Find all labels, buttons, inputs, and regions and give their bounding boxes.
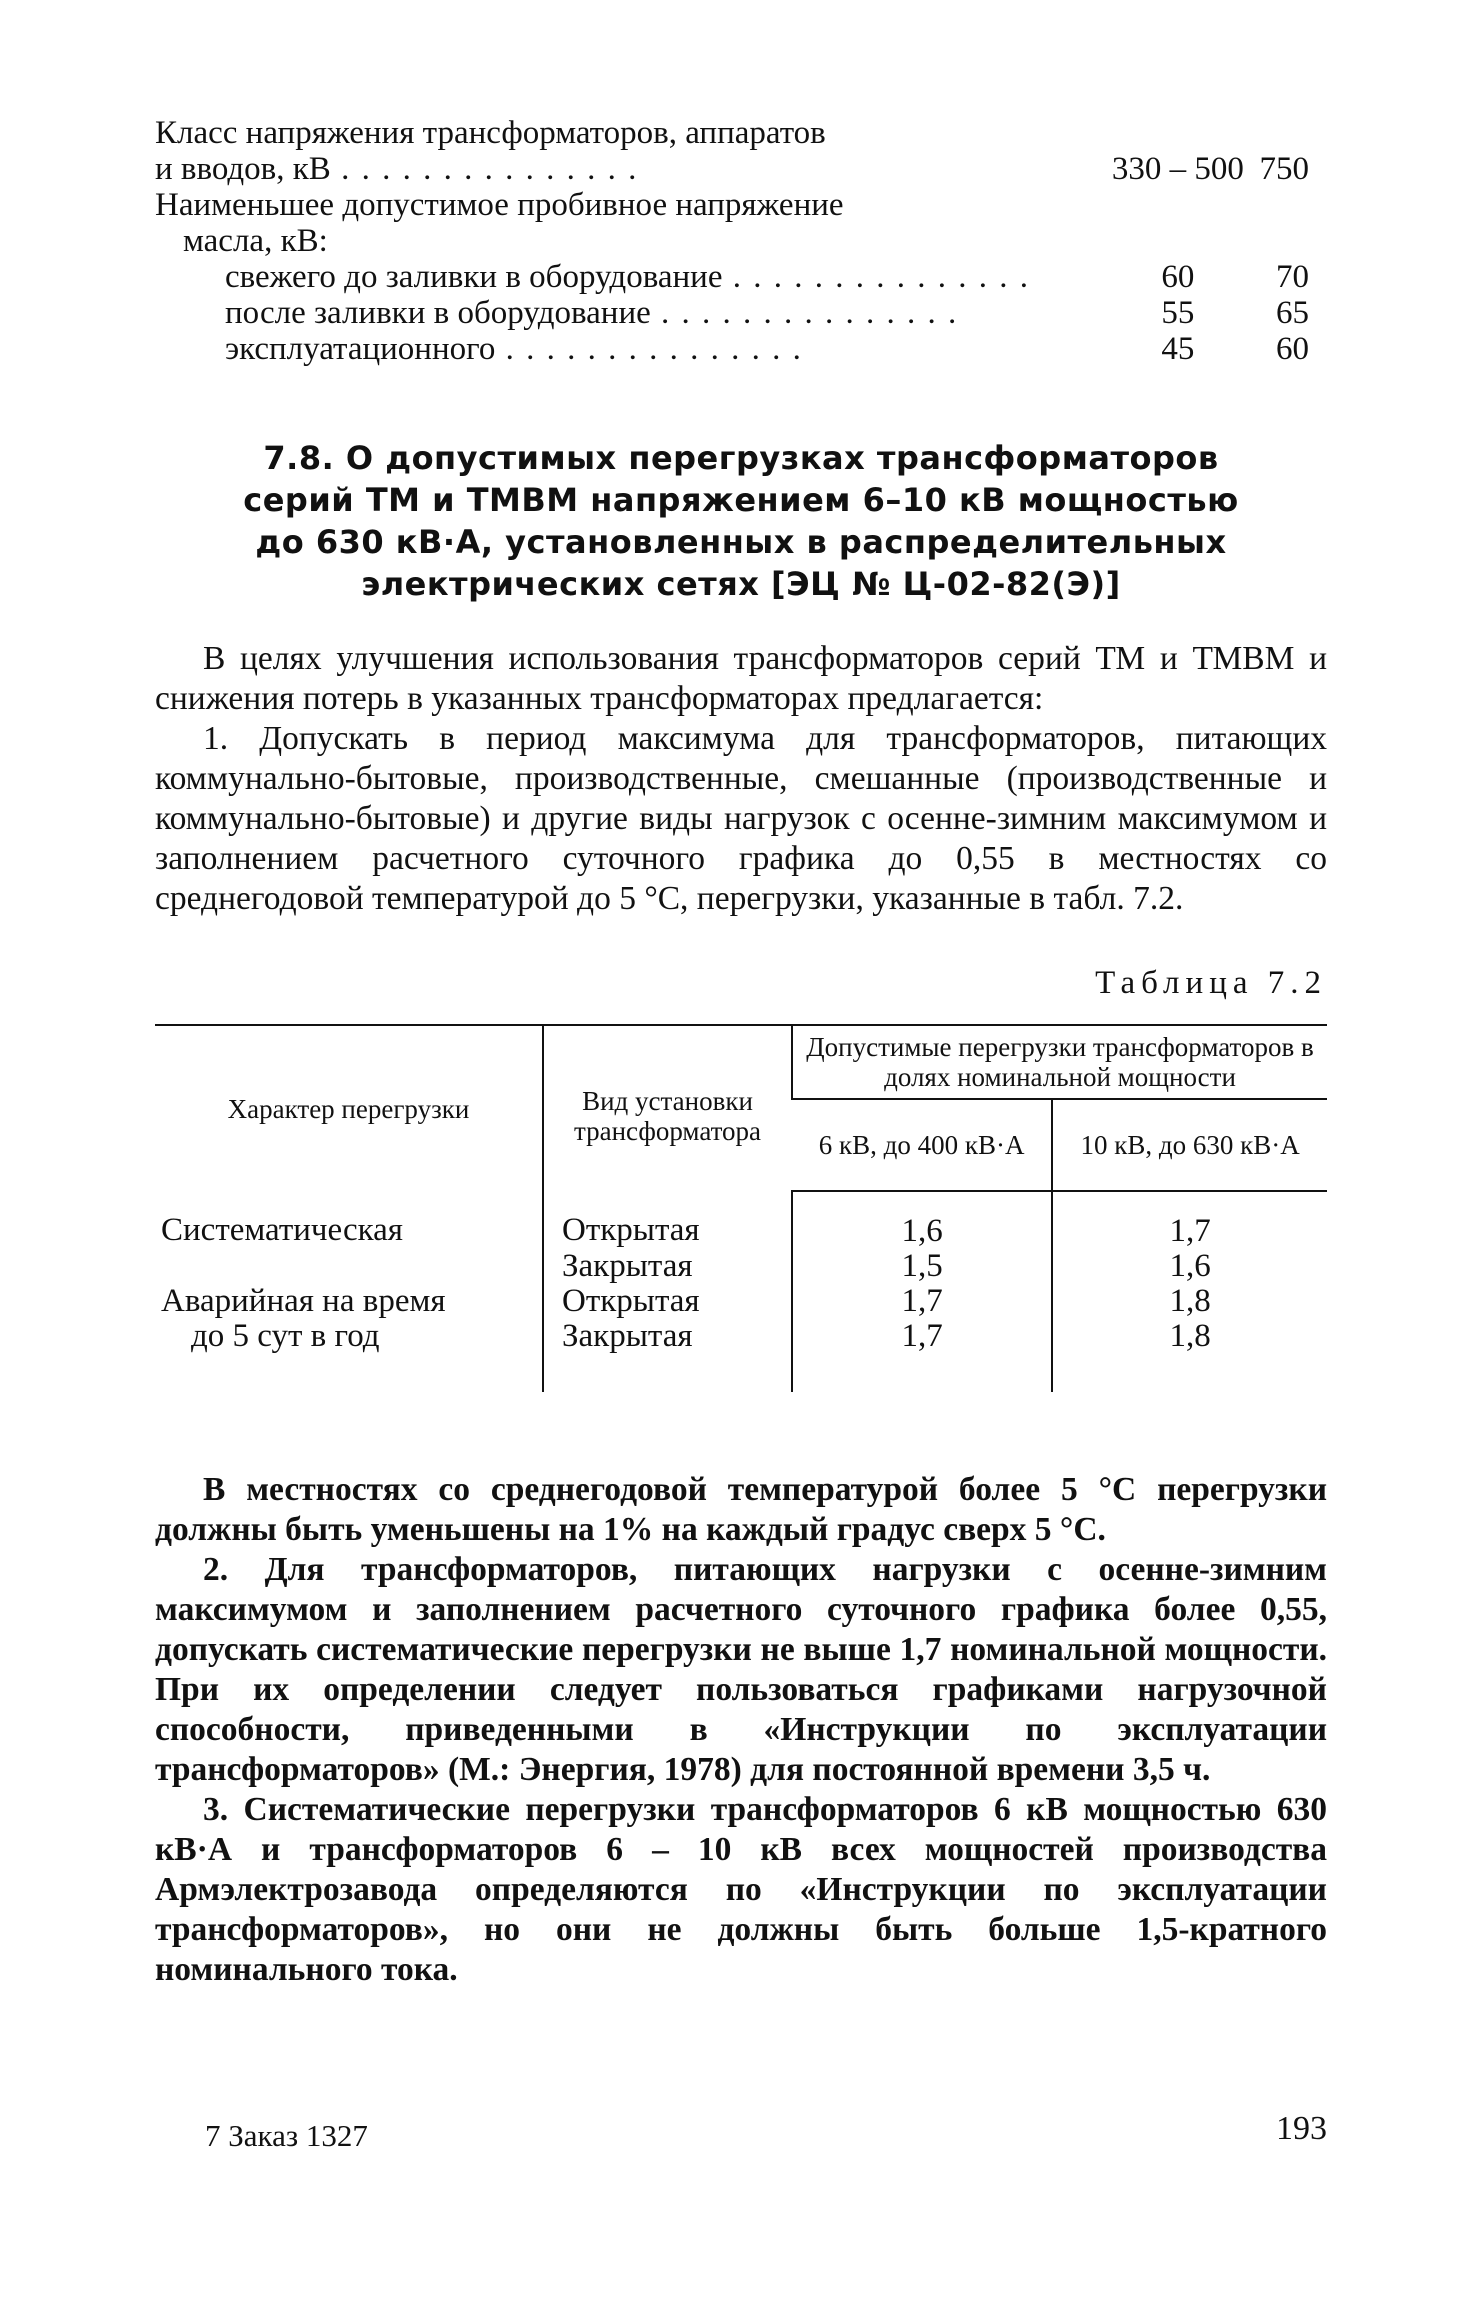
- table-row: [155, 1249, 1327, 1284]
- value-750: 70: [1276, 259, 1309, 295]
- col-header-installation: Вид установки трансформатора: [543, 1025, 792, 1191]
- table-row: [155, 1191, 1327, 1249]
- value-750: 60: [1276, 331, 1309, 367]
- value-330-500: 45: [1161, 331, 1195, 367]
- row-label: свежего до заливки в оборудование . . .: [155, 259, 1096, 295]
- overload-type: Систематическая: [161, 1212, 403, 1248]
- table-row: [155, 187, 1327, 223]
- table-row: [155, 259, 1327, 295]
- voltage-class-table: [155, 115, 1327, 367]
- table-row: [155, 1284, 1327, 1319]
- overload-table: [155, 1024, 1327, 1392]
- overload-type: до 5 сут в год: [191, 1318, 380, 1354]
- row-label: эксплуатационного . . .: [155, 331, 1096, 367]
- row-label: Класс напряжения трансформаторов, аппаратов: [155, 115, 826, 151]
- col-header-6kv: 6 кВ, до 400 кВ·А: [792, 1099, 1052, 1191]
- row-label: масла, кВ:: [183, 223, 328, 259]
- value-10kv: 1,7: [1052, 1191, 1327, 1249]
- overload-type: [155, 1249, 543, 1284]
- page-number: 193: [1276, 2110, 1327, 2147]
- installation-type: Закрытая: [543, 1319, 792, 1392]
- intro-paragraph: В целях улучшения использования трансформаторов серий ТМ и ТМВМ и снижения потерь в указанных трансформаторах предлагается:: [155, 640, 1327, 717]
- table-caption: Таблица 7.2: [1095, 965, 1327, 1001]
- table-row: [155, 151, 1327, 187]
- value-330-500: 60: [1161, 259, 1195, 295]
- installation-type: Закрытая: [543, 1249, 792, 1284]
- row-label: после заливки в оборудование . . .: [155, 295, 1096, 331]
- value-10kv: 1,8: [1052, 1319, 1327, 1392]
- item-3-paragraph: 3. Систематические перегрузки трансформаторов 6 кВ мощностью 630 кВ·А и трансформаторов 6 – 10 кВ всех мощностей производства Армэлектрозавода определяются по «Инструкции по эксплуатации трансформаторов», но они не должны быть больше 1,5-кратного номинального тока.: [155, 1791, 1327, 1988]
- value-6kv: 1,7: [792, 1319, 1052, 1392]
- col-header-overload-type: Характер перегрузки: [155, 1025, 543, 1191]
- col-header-allowed-overloads: Допустимые перегрузки трансформаторов в долях номинальной мощности: [792, 1025, 1327, 1099]
- overload-type: Аварийная на время: [161, 1283, 446, 1319]
- table-row: [155, 331, 1327, 367]
- page-body: [155, 115, 1327, 1990]
- item-2-paragraph: 2. Для трансформаторов, питающих нагрузки с осенне-зимним максимумом и заполнением расчетного суточного графика более 0,55, допускать систематические перегрузки не выше 1,7 номинальной мощности. При их определении следует пользоваться графиками нагрузочной способности, приведенными в «Инструкции по эксплуатации трансформаторов» (М.: Энергия, 1978) для постоянной времени 3,5 ч.: [155, 1551, 1327, 1788]
- row-label: Наименьшее допустимое пробивное напряжение: [155, 187, 844, 223]
- value-330-500: 55: [1161, 295, 1195, 331]
- value-10kv: 1,6: [1052, 1249, 1327, 1284]
- heading-line: до 630 кВ·А, установленных в распределительных: [255, 523, 1227, 561]
- section-heading: [155, 437, 1327, 605]
- installation-type: Открытая: [543, 1191, 792, 1249]
- value-6kv: 1,5: [792, 1249, 1052, 1284]
- value-10kv: 1,8: [1052, 1284, 1327, 1319]
- table-row: [155, 1319, 1327, 1392]
- col-header-10kv: 10 кВ, до 630 кВ·А: [1052, 1099, 1327, 1191]
- temperature-note-paragraph: В местностях со среднегодовой температурой более 5 °С перегрузки должны быть уменьшены на 1% на каждый градус сверх 5 °С.: [155, 1471, 1327, 1548]
- heading-line: электрических сетях [ЭЦ № Ц-02-82(Э)]: [361, 565, 1121, 603]
- value-750: 65: [1276, 295, 1309, 331]
- table-row: [155, 223, 1327, 259]
- print-order-number: 7 Заказ 1327: [205, 2118, 368, 2153]
- heading-line: серий ТМ и ТМВМ напряжением 6–10 кВ мощностью: [243, 481, 1239, 519]
- item-1-paragraph: 1. Допускать в период максимума для трансформаторов, питающих коммунально-бытовые, производственные, смешанные (производственные и коммунально-бытовые) и другие виды нагрузок с осенне-зимним максимумом и заполнением расчетного суточного графика до 0,55 в местностях со среднегодовой температурой до 5 °С, перегрузки, указанные в табл. 7.2.: [155, 720, 1327, 917]
- table-row: [155, 115, 1327, 151]
- value-750: 750: [1259, 151, 1309, 187]
- value-6kv: 1,6: [792, 1191, 1052, 1249]
- value-6kv: 1,7: [792, 1284, 1052, 1319]
- installation-type: Открытая: [543, 1284, 792, 1319]
- heading-line: 7.8. О допустимых перегрузках трансформаторов: [263, 439, 1219, 477]
- table-row: [155, 295, 1327, 331]
- row-label: и вводов, кВ . . .: [155, 151, 1096, 187]
- value-330-500: 330 – 500: [1111, 151, 1244, 187]
